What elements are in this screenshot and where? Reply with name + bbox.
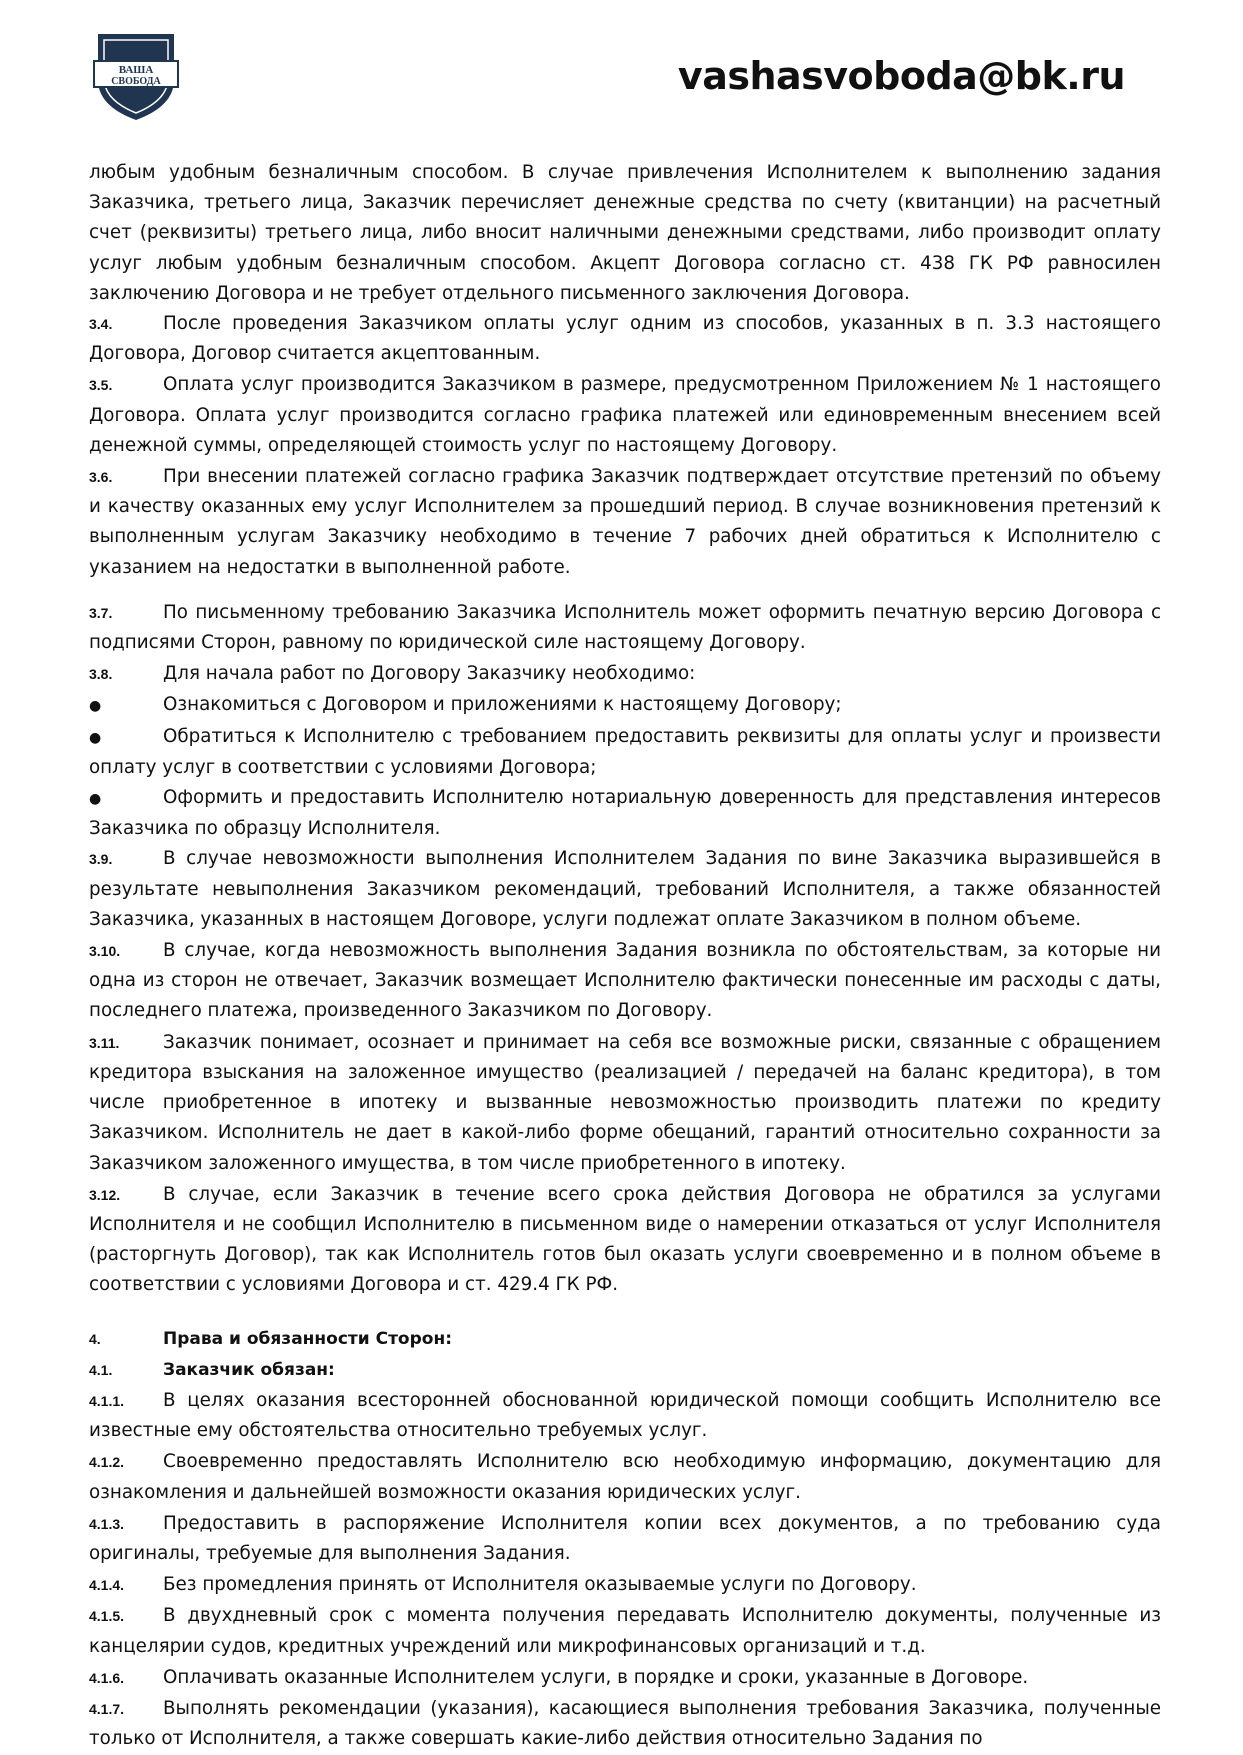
clause-4-1-6: 4.1.6. Оплачивать оказанные Исполнителем услуги, в порядке и сроки, указанные в Договоре. <box>89 1666 1029 1688</box>
clause-3-4: 3.4. После проведения Заказчиком оплаты услуг одним из способов, указанных в п. 3.3 настоящего Договора, Договор считается акцептованным. <box>89 313 1161 365</box>
clause-3-5: 3.5. Оплата услуг производится Заказчиком в размере, предусмотренном Приложением № 1 настоящего Договора. Оплата услуг производится согласно графика платежей или единовременным внесением всей денежной суммы, определяющей стоимость услуг по настоящему Договору. <box>89 374 1161 456</box>
clause-4-1-7: 4.1.7. Выполнять рекомендации (указания), касающиеся выполнения требования Заказчика, полученные только от Исполнителя, а также совершать какие-либо действия относительно Задания по <box>89 1697 1161 1750</box>
clause-4-1-2: 4.1.2. Своевременно предоставлять Исполнителю всю необходимую информацию, документацию для ознакомления и дальнейшей возможности оказания юридических услуг. <box>89 1451 1161 1503</box>
document-body <box>89 158 1161 1755</box>
header-email[interactable]: vashasvoboda@bk.ru <box>677 54 1125 98</box>
clause-4-1-4: 4.1.4. Без промедления принять от Исполнителя оказываемые услуги по Договору. <box>89 1574 917 1596</box>
bullet-mark: ● <box>89 698 102 715</box>
clause-4-1-3: 4.1.3. Предоставить в распоряжение Исполнителя копии всех документов, а по требованию суда оригиналы, требуемые для выполнения Задания. <box>89 1512 1161 1564</box>
bullet-item: ● Ознакомиться с Договором и приложениями к настоящему Договору; <box>89 690 1161 721</box>
clause-3-9: 3.9. В случае невозможности выполнения Исполнителем Задания по вине Заказчика выразившейся в результате невыполнения Заказчиком рекомендаций, требований Исполнителя, а также обязанностей Заказчика, указанных в настоящем Договоре, услуги подлежат оплате Заказчиком в полном объеме. <box>89 848 1161 930</box>
clause-3-6: 3.6. При внесении платежей согласно графика Заказчик подтверждает отсутствие претензий по объему и качеству оказанных ему услуг Исполнителем за прошедший период. В случае возникновения претензий к выполненным услугам Заказчику необходимо в течение 7 рабочих дней обратиться к Исполнителю с указанием на недостатки в выполненной работе. <box>89 466 1161 578</box>
clause-3-10: 3.10. В случае, когда невозможность выполнения Задания возникла по обстоятельствам, за которые ни одна из сторон не отвечает, Заказчик возмещает Исполнителю фактически понесенные им расходы с даты, последнего платежа, произведенного Заказчиком по Договору. <box>89 940 1161 1022</box>
clause-3-12: 3.12. В случае, если Заказчик в течение всего срока действия Договора не обратился за услугами Исполнителя и не сообщил Исполнителю в письменном виде о намерении отказаться от услуг Исполнителя (расторгнуть Договор), так как Исполнитель готов был оказать услуги своевременно и в полном объеме в соответствии с условиями Договора и ст. 429.4 ГК РФ. <box>89 1183 1161 1296</box>
bullet-item: ● Обратиться к Исполнителю с требованием предоставить реквизиты для оплаты услуг и произвести оплату услуг в соответствии с условиями Договора; <box>89 722 1161 783</box>
bullet-mark: ● <box>89 791 102 808</box>
logo-text-bottom: СВОБОДА <box>111 76 161 87</box>
clause-4-1-1: 4.1.1. В целях оказания всесторонней обоснованной юридической помощи сообщить Исполнителю все известные ему обстоятельства относительно требуемых услуг. <box>89 1389 1161 1442</box>
section-4-1-heading: 4.1. Заказчик обязан: <box>89 1359 335 1380</box>
bullet-item: ● Оформить и предоставить Исполнителю нотариальную доверенность для представления интересов Заказчика по образцу Исполнителя. <box>89 783 1161 844</box>
intro-paragraph: любым удобным безналичным способом. В случае привлечения Исполнителем к выполнению задания Заказчика, третьего лица, Заказчик перечисляет денежные средства по счету (квитанции) на расчетный счет (реквизиты) третьего лица, либо вносит наличными денежными средствами, либо производит оплату услуг любым удобным безналичным способом. Акцепт Договора согласно ст. 438 ГК РФ равносилен заключению Договора и не требует отдельного письменного заключения Договора. <box>89 162 1161 304</box>
company-logo <box>92 30 180 122</box>
bullet-mark: ● <box>89 729 102 746</box>
section-4-heading: 4. Права и обязанности Сторон: <box>89 1328 452 1349</box>
clause-3-7: 3.7. По письменному требованию Заказчика Исполнитель может оформить печатную версию Договора с подписями Сторон, равному по юридической силе настоящему Договору. <box>89 601 1161 654</box>
logo-text-top: ВАША <box>118 64 154 76</box>
clause-3-11: 3.11. Заказчик понимает, осознает и принимает на себя все возможные риски, связанные с обращением кредитора взыскания на заложенное имущество (реализацией / передачей на баланс кредитора), в том числе приобретенное в ипотеку и вызванные невозможностью производить платежи по кредиту Заказчиком. Исполнитель не дает в какой-либо форме обещаний, гарантий относительно сохранности за Заказчиком заложенного имущества, в том числе приобретенного в ипотеку. <box>89 1031 1161 1174</box>
clause-3-8: 3.8. Для начала работ по Договору Заказчику необходимо: <box>89 663 696 685</box>
clause-4-1-5: 4.1.5. В двухдневный срок с момента получения передавать Исполнителю документы, полученные из канцелярии судов, кредитных учреждений или микрофинансовых организаций и т.д. <box>89 1605 1161 1657</box>
